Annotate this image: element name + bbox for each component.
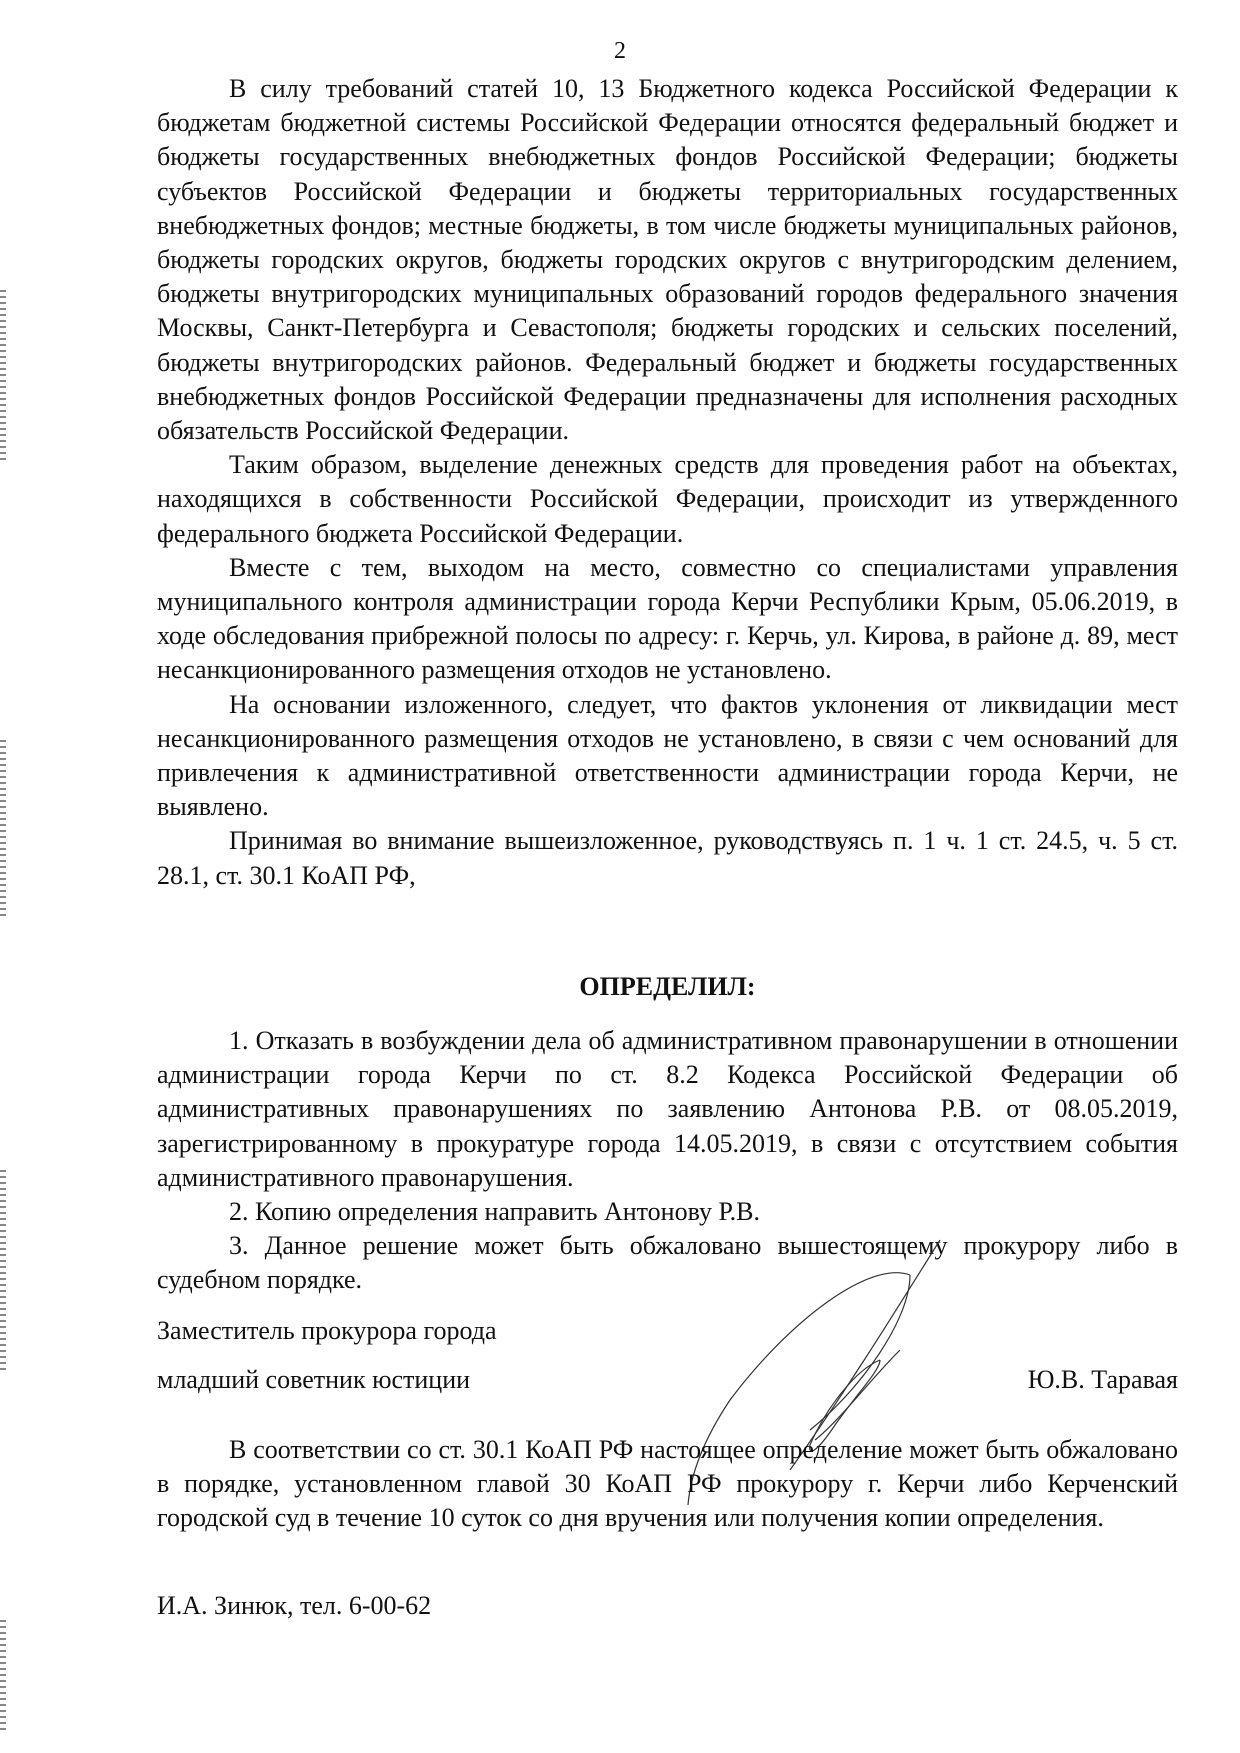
executor-contact: И.А. Зинюк, тел. 6-00-62 xyxy=(157,1591,432,1620)
scan-edge-marks xyxy=(0,740,6,920)
paragraph: В силу требований статей 10, 13 Бюджетного кодекса Российской Федерации к бюджетам бюджетной системы Российской Федерации относятся федеральный бюджет и бюджеты государственных внебюджетных фондов Российской Федерации; бюджеты субъектов Российской Федерации и бюджеты территориальных государственных внебюджетных фондов; местные бюджеты, в том числе бюджеты муниципальных районов, бюджеты городских округов, бюджеты городских округов с внутригородским делением, бюджеты внутригородских муниципальных образований городов федерального значения Москвы, Санкт-Петербурга и Севастополя; бюджеты городских и сельских поселений, бюджеты внутригородских районов. Федеральный бюджет и бюджеты государственных внебюджетных фондов Российской Федерации предназначены для исполнения расходных обязательств Российской Федерации. xyxy=(157,74,1178,446)
paragraph: На основании изложенного, следует, что фактов уклонения от ликвидации мест несанкционированного размещения отходов не установлено, в связи с чем оснований для привлечения к административной ответственности администрации города Керчи, не выявлено. xyxy=(157,689,1178,822)
paragraph: Таким образом, выделение денежных средств для проведения работ на объектах, находящихся в собственности Российской Федерации, происходит из утвержденного федерального бюджета Российской Федерации. xyxy=(157,450,1178,548)
decision-heading: ОПРЕДЕЛИЛ: xyxy=(579,972,756,1001)
paragraph: Принимая во внимание вышеизложенное, руководствуясь п. 1 ч. 1 ст. 24.5, ч. 5 ст. 28.1, ст. 30.1 КоАП РФ, xyxy=(157,826,1178,890)
signatory-position-line2: младший советник юстиции xyxy=(157,1365,471,1394)
decision-item: 2. Копию определения направить Антонову Р.В. xyxy=(229,1197,761,1227)
appeal-note-text: В соответствии со ст. 30.1 КоАП РФ настоящее определение может быть обжаловано в порядке, установленном главой 30 КоАП РФ прокурору г. Керчи либо Керченский городской суд в течение 10 суток со дня вручения или получения копии определения. xyxy=(157,1435,1178,1533)
body-paragraphs xyxy=(157,72,1178,893)
scan-edge-marks xyxy=(0,290,6,460)
paragraph: Вместе с тем, выходом на место, совместно со специалистами управления муниципального контроля администрации города Керчи Республики Крым, 05.06.2019, в ходе обследования прибрежной полосы по адресу: г. Керчь, ул. Кирова, в районе д. 89, мест несанкционированного размещения отходов не установлено. xyxy=(157,552,1178,685)
scan-edge-marks xyxy=(0,1170,6,1370)
decision-item: 3. Данное решение может быть обжаловано вышестоящему прокурору либо в судебном порядке. xyxy=(157,1231,1178,1295)
decision-item: 1. Отказать в возбуждении дела об административном правонарушении в отношении администрации города Керчи по ст. 8.2 Кодекса Российской Федерации об административных правонарушениях по заявлению Антонова Р.В. от 08.05.2019, зарегистрированному в прокуратуре города 14.05.2019, в связи с отсутствием события административного правонарушения. xyxy=(157,1026,1178,1192)
scan-edge-marks xyxy=(0,1620,6,1730)
signatory-position-line1: Заместитель прокурора города xyxy=(157,1316,497,1345)
signatory-name: Ю.В. Таравая xyxy=(1027,1365,1178,1394)
appeal-note xyxy=(157,1433,1178,1536)
page-number: 2 xyxy=(614,38,626,64)
